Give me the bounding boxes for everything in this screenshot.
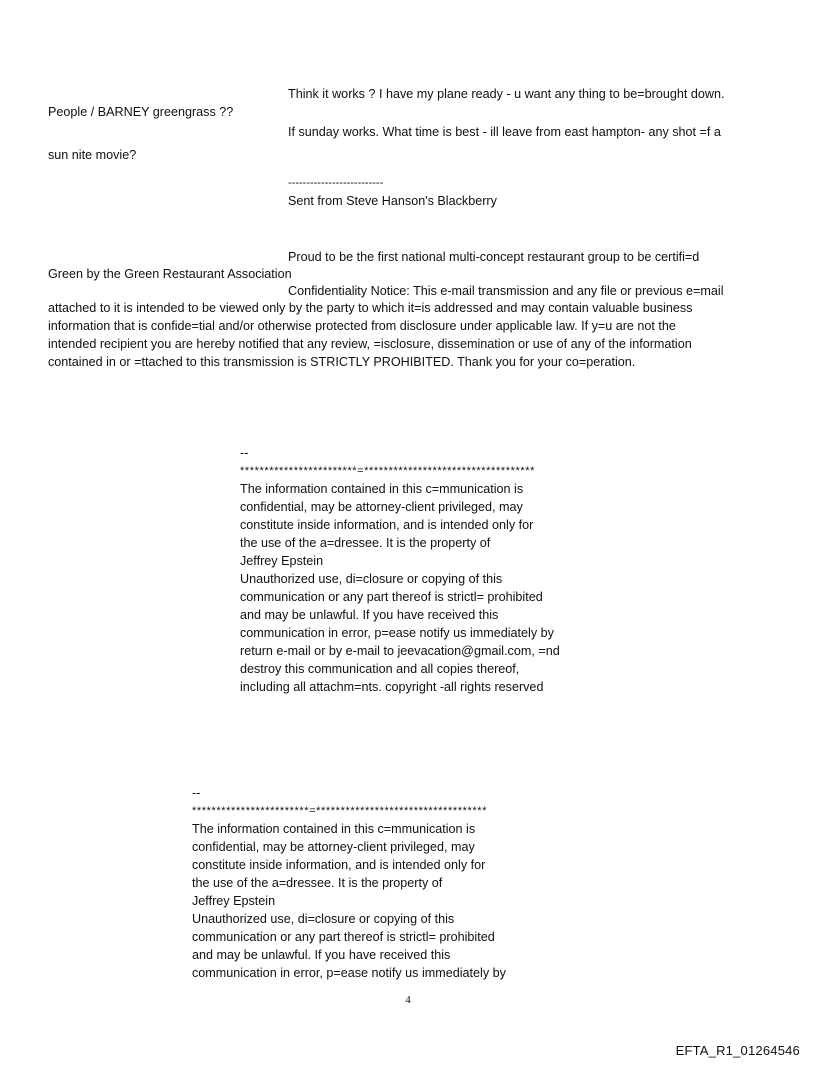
confidentiality-line-4: intended recipient you are hereby notified that any review, =isclosure, dissemination or use of any of the information xyxy=(48,337,692,351)
disclaimer-line: communication in error, p=ease notify us immediately by xyxy=(240,626,554,640)
disclaimer-line: and may be unlawful. If you have received this xyxy=(240,608,499,622)
disclaimer-line: Unauthorized use, di=closure or copying of this xyxy=(240,572,503,586)
disclaimer-line: destroy this communication and all copies thereof, xyxy=(240,662,520,676)
disclaimer-block-2 xyxy=(192,784,506,982)
sent-from-line: Sent from Steve Hanson's Blackberry xyxy=(288,194,497,208)
confidentiality-line-5: contained in or =ttached to this transmission is STRICTLY PROHIBITED. Thank you for your co=peration. xyxy=(48,355,636,369)
disclaimer-line: communication or any part thereof is strictl= prohibited xyxy=(192,930,495,944)
disclaimer-dashes: -- xyxy=(192,786,201,800)
page-number: 4 xyxy=(405,994,411,1006)
email-line-barney: People / BARNEY greengrass ?? xyxy=(48,105,234,119)
disclaimer-line: Jeffrey Epstein xyxy=(240,554,324,568)
signature-divider: -------------------------- xyxy=(288,177,384,189)
disclaimer-dashes: -- xyxy=(240,446,249,460)
disclaimer-line: return e-mail or by e-mail to jeevacation@gmail.com, =nd xyxy=(240,644,560,658)
disclaimer-asterisk-rule: ************************=*********************************** xyxy=(192,805,487,817)
green-restaurant-line-1: Proud to be the first national multi-concept restaurant group to be certifi=d xyxy=(288,250,700,264)
disclaimer-line: confidential, may be attorney-client privileged, may xyxy=(192,840,475,854)
green-restaurant-line-2: Green by the Green Restaurant Association xyxy=(48,267,292,281)
email-line-sunday: If sunday works. What time is best - ill leave from east hampton- any shot =f a xyxy=(288,125,721,139)
disclaimer-line: and may be unlawful. If you have received this xyxy=(192,948,451,962)
disclaimer-line: Jeffrey Epstein xyxy=(192,894,276,908)
disclaimer-line: The information contained in this c=mmunication is xyxy=(240,482,524,496)
confidentiality-line-2: attached to it is intended to be viewed only by the party to which it=is addressed and may contain valuable business xyxy=(48,301,693,315)
disclaimer-line: confidential, may be attorney-client privileged, may xyxy=(240,500,523,514)
disclaimer-line: communication in error, p=ease notify us immediately by xyxy=(192,966,506,980)
confidentiality-line-1: Confidentiality Notice: This e-mail transmission and any file or previous e=mail xyxy=(288,284,724,298)
disclaimer-asterisk-rule: ************************=*********************************** xyxy=(240,465,535,477)
confidentiality-line-3: information that is confide=tial and/or otherwise protected from disclosure under applicable law. If y=u are not the xyxy=(48,319,676,333)
disclaimer-line: The information contained in this c=mmunication is xyxy=(192,822,476,836)
disclaimer-line: constitute inside information, and is intended only for xyxy=(240,518,534,532)
disclaimer-block-1 xyxy=(240,444,560,696)
disclaimer-line: including all attachm=nts. copyright -all rights reserved xyxy=(240,680,544,694)
email-line-movie: sun nite movie? xyxy=(48,148,137,162)
disclaimer-line: the use of the a=dressee. It is the property of xyxy=(192,876,443,890)
email-line-plane: Think it works ? I have my plane ready - u want any thing to be=brought down. xyxy=(288,87,725,101)
document-id: EFTA_R1_01264546 xyxy=(675,1043,800,1058)
disclaimer-line: the use of the a=dressee. It is the property of xyxy=(240,536,491,550)
disclaimer-line: constitute inside information, and is intended only for xyxy=(192,858,486,872)
disclaimer-line: communication or any part thereof is strictl= prohibited xyxy=(240,590,543,604)
disclaimer-line: Unauthorized use, di=closure or copying of this xyxy=(192,912,455,926)
